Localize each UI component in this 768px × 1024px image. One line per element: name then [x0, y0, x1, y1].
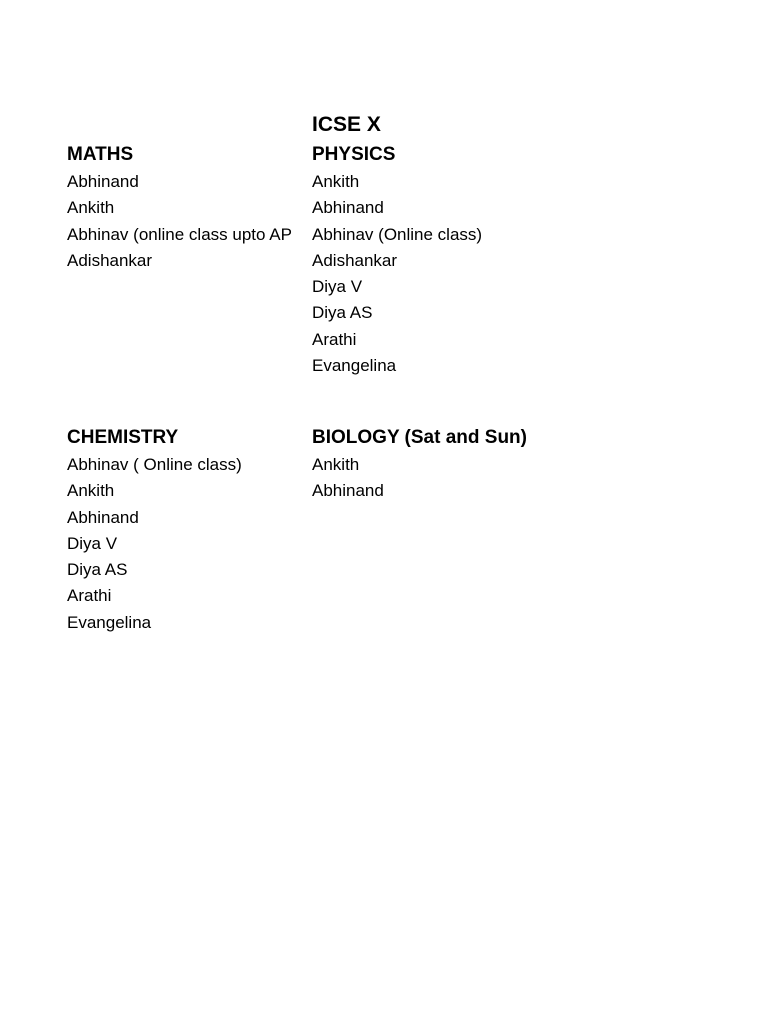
chemistry-student: Abhinand: [67, 507, 139, 527]
biology-section: [312, 424, 612, 505]
physics-student: Arathi: [312, 329, 357, 349]
chemistry-student: Ankith: [67, 481, 115, 501]
chemistry-student: Diya AS: [67, 560, 128, 580]
physics-student: Evangelina: [312, 356, 397, 376]
physics-student: Adishankar: [312, 250, 398, 270]
maths-heading: MATHS: [67, 144, 134, 165]
physics-student: Abhinand: [312, 198, 384, 218]
chemistry-student: Abhinav ( Online class): [67, 455, 242, 474]
biology-student: Abhinand: [312, 481, 384, 501]
physics-section: [312, 141, 612, 379]
chemistry-heading: CHEMISTRY: [67, 427, 179, 448]
physics-student: Abhinav (Online class): [312, 224, 483, 244]
maths-student: Adishankar: [67, 250, 153, 270]
physics-student: Diya V: [312, 277, 363, 297]
chemistry-student: Evangelina: [67, 612, 152, 632]
physics-student: Diya AS: [312, 303, 373, 323]
biology-heading: BIOLOGY (Sat and Sun): [312, 427, 527, 448]
chemistry-student: Arathi: [67, 586, 112, 606]
maths-student: Ankith: [67, 198, 115, 218]
chemistry-student: Diya V: [67, 533, 118, 553]
maths-section: [67, 141, 312, 274]
document-title: ICSE X: [312, 113, 381, 136]
maths-student: Abhinav (online class upto AP: [67, 224, 292, 244]
physics-heading: PHYSICS: [312, 144, 396, 165]
physics-student: Ankith: [312, 172, 360, 191]
maths-student: Abhinand: [67, 172, 139, 191]
chemistry-section: [67, 424, 312, 636]
biology-student: Ankith: [312, 455, 360, 474]
